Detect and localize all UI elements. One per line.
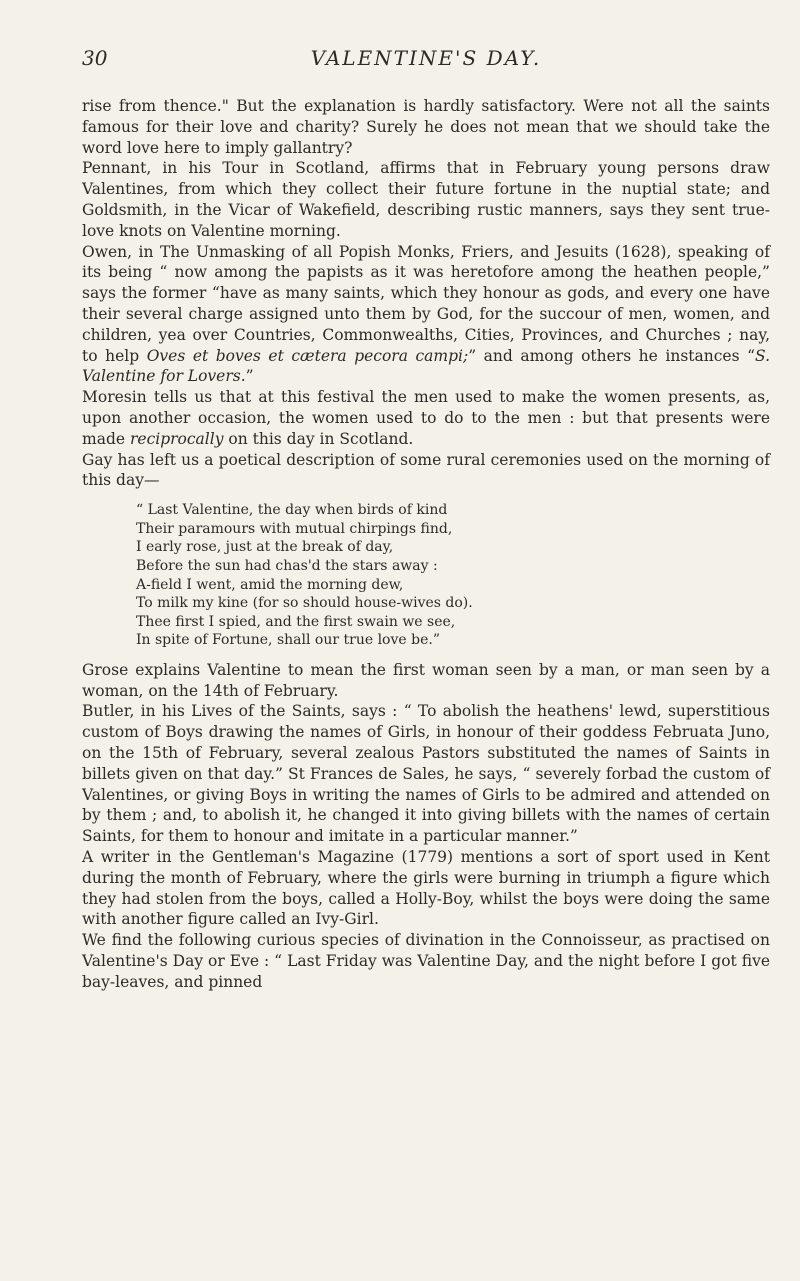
paragraph-grose: Grose explains Valentine to mean the first woman seen by a man, or man seen by a woman, on the 14th of February. [82,660,770,700]
verse-line: A-field I went, amid the morning dew, [136,576,404,593]
paragraph-explanation: rise from thence." But the explanation is hardly satisfactory. Were not all the saints famous for their love and charity? Surely he does not mean that we should take the word love here to imply gallantry? [82,97,770,157]
verse-line: I early rose, just at the break of day, [136,539,394,556]
verse-line: Before the sun had chas'd the stars away : [136,557,438,574]
paragraph-moresin [82,387,770,449]
moresin-emphasis: reciprocally [129,429,224,448]
paragraph-pennant: Pennant, in his Tour in Scotland, affirms that in February young persons draw Valentines, from which they collect their future fortune in the nuptial state; and Goldsmith, in the Vicar of Wakefield, describing rustic manners, says they sent true-love knots on Valentine morning. [82,159,770,240]
paragraph-gay: Gay has left us a poetical description of some rural ceremonies used on the morning of this day— [82,450,770,490]
owen-latin-quote: Oves et boves et cætera pecora campi; [146,346,469,365]
verse-line: In spite of Fortune, shall our true love be.” [136,632,440,649]
running-head: VALENTINE'S DAY. [310,46,542,70]
verse-line: Thee first I spied, and the first swain we see, [136,613,456,630]
owen-text: Owen, in The Unmasking of all Popish Monks, Friers, and Jesuits (1628), speaking of its being “ now among the papists as it was heretofore among the heathen people,” says the former “have as many saints, which they honour as gods, and every one have their several charge assigned unto them by God, for the succour of men, women, and children, yea over Countries, Commonwealths, Cities, Provinces, and Churches ; nay, to help [82,242,770,365]
moresin-tail: on this day in Scotland. [223,429,414,448]
owen-saint-quote: S. Valentine for Lovers. [82,346,770,386]
page-body [82,96,770,993]
verse-line: “ Last Valentine, the day when birds of kind [136,502,448,519]
paragraph-owen [82,242,770,388]
verse-line: To milk my kine (for so should house-wives do). [136,595,473,612]
paragraph-butler: Butler, in his Lives of the Saints, says : “ To abolish the heathens' lewd, superstitious custom of Boys drawing the names of Girls, in honour of their goddess Februata Juno, on the 15th of February, several zealous Pastors substituted the names of Saints in billets given on that day.” St Frances de Sales, he says, “ severely forbad the custom of Valentines, or giving Boys in writing the names of Girls to be admired and attended on by them ; and, to abolish it, he changed it into giving billets with the names of certain Saints, for them to honour and imitate in a particular manner.” [82,702,770,846]
page-header [82,42,770,82]
owen-tail-1: ” and among others he instances “ [468,346,755,365]
paragraph-gentlemans-magazine: A writer in the Gentleman's Magazine (1779) mentions a sort of sport used in Kent during the month of February, where the girls were burning in triumph a figure which they had stolen from the boys, called a Holly-Boy, whilst the boys were doing the same with another figure called an Ivy-Girl. [82,848,770,929]
owen-tail-2: ” [245,367,254,386]
page-number: 30 [82,46,108,70]
moresin-text: Moresin tells us that at this festival the men used to make the women presents, as, upon another occasion, the women used to do to the men : but that presents were made [82,388,770,448]
verse-line: Their paramours with mutual chirpings find, [136,520,453,537]
paragraph-connoisseur: We find the following curious species of divination in the Connoisseur, as practised on Valentine's Day or Eve : “ Last Friday was Valentine Day, and the night before I got five bay-leaves, and pinned [82,931,770,991]
verse-block [136,501,770,650]
